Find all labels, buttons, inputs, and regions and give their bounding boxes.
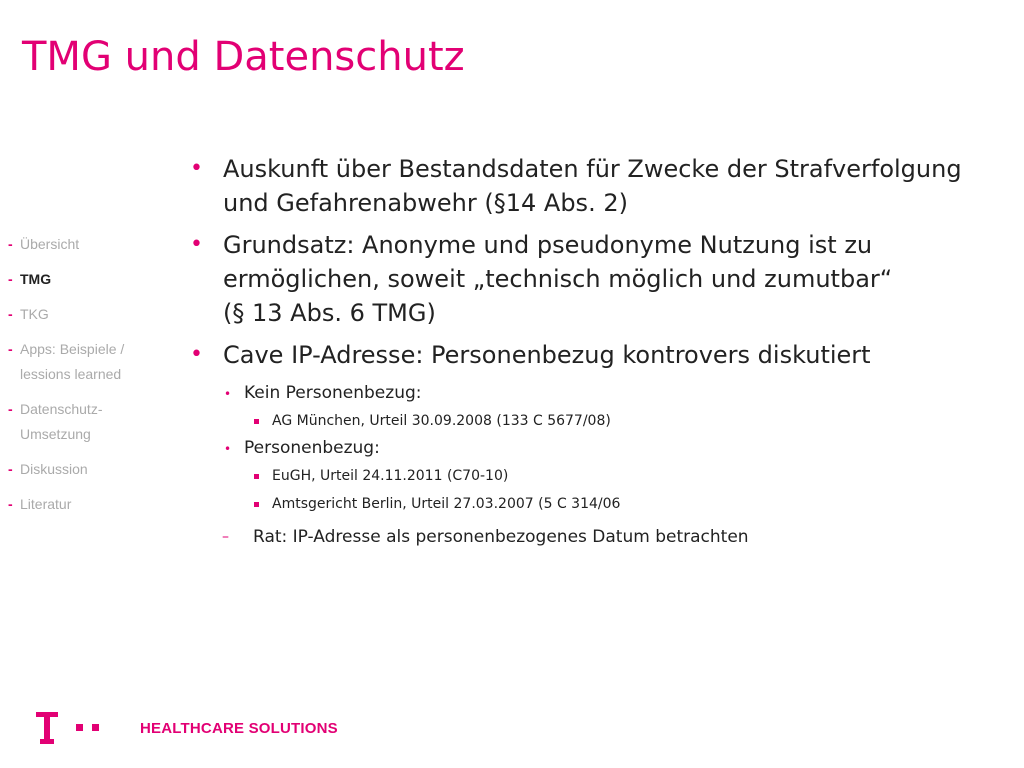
square-bullet-icon xyxy=(254,490,272,518)
bullet-text: Auskunft über Bestandsdaten für Zwecke der Strafverfolgung und Gefahrenabwehr (§14 Abs. 2) xyxy=(223,155,962,217)
bullet-item xyxy=(190,152,1010,220)
sub-sub-bullet-item xyxy=(254,462,1010,490)
slide-title: TMG und Datenschutz xyxy=(22,34,465,80)
nav-label: TMG xyxy=(20,271,52,287)
telekom-logo-icon xyxy=(36,712,106,744)
nav-dash: - xyxy=(8,306,13,322)
nav-item-tkg[interactable] xyxy=(8,302,168,327)
bullet-item xyxy=(190,228,1010,330)
sub-bullet-text: Personenbezug: xyxy=(244,438,380,458)
nav-label: Literatur xyxy=(20,496,72,512)
nav-label: Apps: Beispiele / lessions learned xyxy=(20,341,125,382)
nav-dash: - xyxy=(8,401,13,417)
nav-dash: - xyxy=(8,271,13,287)
bullet-item xyxy=(190,338,1010,372)
sub-sub-bullet-text: EuGH, Urteil 24.11.2011 (C70-10) xyxy=(272,468,509,484)
sub-sub-bullet-item xyxy=(254,490,1010,518)
dash-bullet-text: Rat: IP-Adresse als personenbezogenes Datum betrachten xyxy=(253,527,749,547)
bullet-text: Grundsatz: Anonyme und pseudonyme Nutzung ist zu ermöglichen, soweit „technisch möglich und zumutbar“ (§ 13 Abs. 6 TMG) xyxy=(223,231,893,327)
footer xyxy=(36,712,338,744)
nav-item-tmg[interactable] xyxy=(8,267,168,292)
bullet-icon: • xyxy=(190,232,203,257)
nav-dash: - xyxy=(8,461,13,477)
nav-label: Übersicht xyxy=(20,236,80,252)
sub-sub-bullet-item xyxy=(254,407,1010,435)
bullet-icon: • xyxy=(190,342,203,367)
sub-bullet-item xyxy=(224,435,1010,462)
bullet-icon: • xyxy=(190,156,203,181)
nav-item-uebersicht[interactable] xyxy=(8,232,168,257)
bullet-icon: • xyxy=(224,442,232,456)
slide-content xyxy=(190,152,1010,552)
section-nav xyxy=(8,232,168,527)
dash-bullet-item xyxy=(222,522,1010,552)
sub-bullet-item xyxy=(224,380,1010,407)
nav-item-diskussion[interactable] xyxy=(8,457,168,482)
bullet-text: Cave IP-Adresse: Personenbezug kontrovers diskutiert xyxy=(223,341,871,369)
nav-item-apps[interactable] xyxy=(8,337,168,387)
sub-bullet-text: Kein Personenbezug: xyxy=(244,383,422,403)
nav-item-literatur[interactable] xyxy=(8,492,168,517)
nav-dash: - xyxy=(8,496,13,512)
sub-sub-bullet-text: Amtsgericht Berlin, Urteil 27.03.2007 (5 C 314/06 xyxy=(272,496,621,512)
nav-label: Datenschutz- Umsetzung xyxy=(20,401,103,442)
square-bullet-icon xyxy=(254,407,272,435)
nav-dash: - xyxy=(8,341,13,357)
nav-dash: - xyxy=(8,236,13,252)
square-bullet-icon xyxy=(254,462,272,490)
dash-icon: – xyxy=(222,529,229,545)
nav-label: Diskussion xyxy=(20,461,88,477)
bullet-icon: • xyxy=(224,387,232,401)
nav-item-datenschutz-umsetzung[interactable] xyxy=(8,397,168,447)
sub-sub-bullet-text: AG München, Urteil 30.09.2008 (133 C 5677/08) xyxy=(272,413,611,429)
footer-brand: HEALTHCARE SOLUTIONS xyxy=(140,719,338,737)
nav-label: TKG xyxy=(20,306,49,322)
